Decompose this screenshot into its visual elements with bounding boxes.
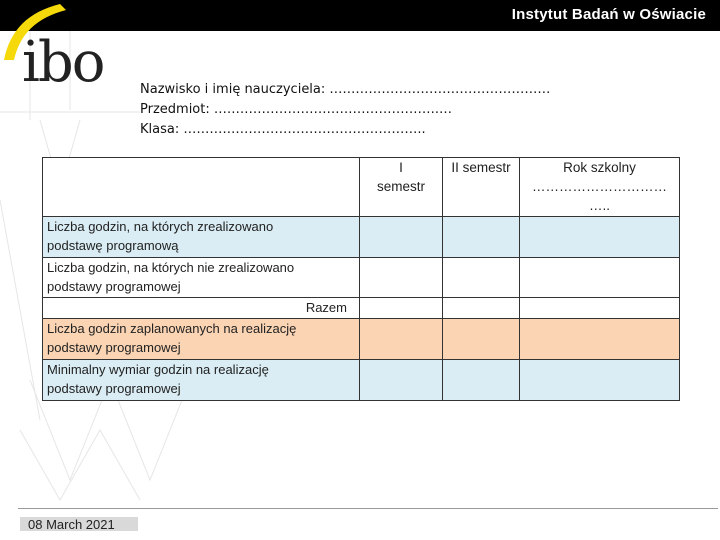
teacher-name-field: Nazwisko i imię nauczyciela: …………………………………………… — [140, 82, 551, 97]
header-semester-1-line2: semestr — [376, 179, 425, 194]
row-label-total: Razem — [43, 298, 360, 319]
row-label-minimum — [43, 360, 360, 401]
row-label-line2: podstawy programowej — [47, 381, 181, 396]
header-semester-1 — [360, 158, 443, 217]
header-school-year — [520, 158, 680, 217]
institute-name: Instytut Badań w Oświacie — [511, 6, 706, 23]
row-label-planned — [43, 319, 360, 360]
cell-semester-1[interactable] — [360, 319, 443, 360]
cell-school-year[interactable] — [520, 360, 680, 401]
class-field: Klasa: ……………………………………………….. — [140, 122, 426, 137]
cell-school-year[interactable] — [520, 258, 680, 298]
row-label-line1: Liczba godzin, na których nie zrealizowano — [47, 260, 295, 275]
row-label-line1: Minimalny wymiar godzin na realizację — [47, 362, 269, 377]
cell-semester-1[interactable] — [360, 298, 443, 319]
footer-divider — [18, 508, 718, 509]
cell-semester-1[interactable] — [360, 258, 443, 298]
table-row — [43, 298, 680, 319]
cell-semester-2[interactable] — [443, 298, 520, 319]
header-school-year-line1: Rok szkolny — [563, 160, 636, 175]
top-header-bar — [0, 0, 720, 31]
header-empty-cell — [43, 158, 360, 217]
header-semester-1-line1: I — [399, 160, 403, 175]
row-label-not-realized — [43, 258, 360, 298]
row-label-line1: Liczba godzin zaplanowanych na realizację — [47, 321, 297, 336]
table-row — [43, 360, 680, 401]
table-row — [43, 319, 680, 360]
row-label-realized — [43, 217, 360, 258]
table-row — [43, 217, 680, 258]
row-label-line2: podstawy programowej — [47, 340, 181, 355]
cell-semester-1[interactable] — [360, 217, 443, 258]
table-header-row — [43, 158, 680, 217]
cell-semester-2[interactable] — [443, 217, 520, 258]
ibo-logo: ibo — [22, 30, 104, 95]
row-label-line2: podstawę programową — [47, 238, 179, 253]
footer-date: 08 March 2021 — [20, 517, 138, 531]
subject-field: Przedmiot: …………………………………………….… — [140, 102, 452, 117]
cell-semester-2[interactable] — [443, 319, 520, 360]
cell-school-year[interactable] — [520, 319, 680, 360]
cell-school-year[interactable] — [520, 298, 680, 319]
cell-school-year[interactable] — [520, 217, 680, 258]
header-semester-2: II semestr — [443, 158, 520, 217]
cell-semester-2[interactable] — [443, 258, 520, 298]
cell-semester-2[interactable] — [443, 360, 520, 401]
hours-table — [42, 157, 680, 401]
header-school-year-line3: ….. — [588, 198, 610, 213]
row-label-line1: Liczba godzin, na których zrealizowano — [47, 219, 274, 234]
header-school-year-line2: ………………………… — [532, 179, 667, 194]
teacher-info-block — [140, 80, 550, 140]
row-label-line2: podstawy programowej — [47, 279, 181, 294]
table-row — [43, 258, 680, 298]
cell-semester-1[interactable] — [360, 360, 443, 401]
